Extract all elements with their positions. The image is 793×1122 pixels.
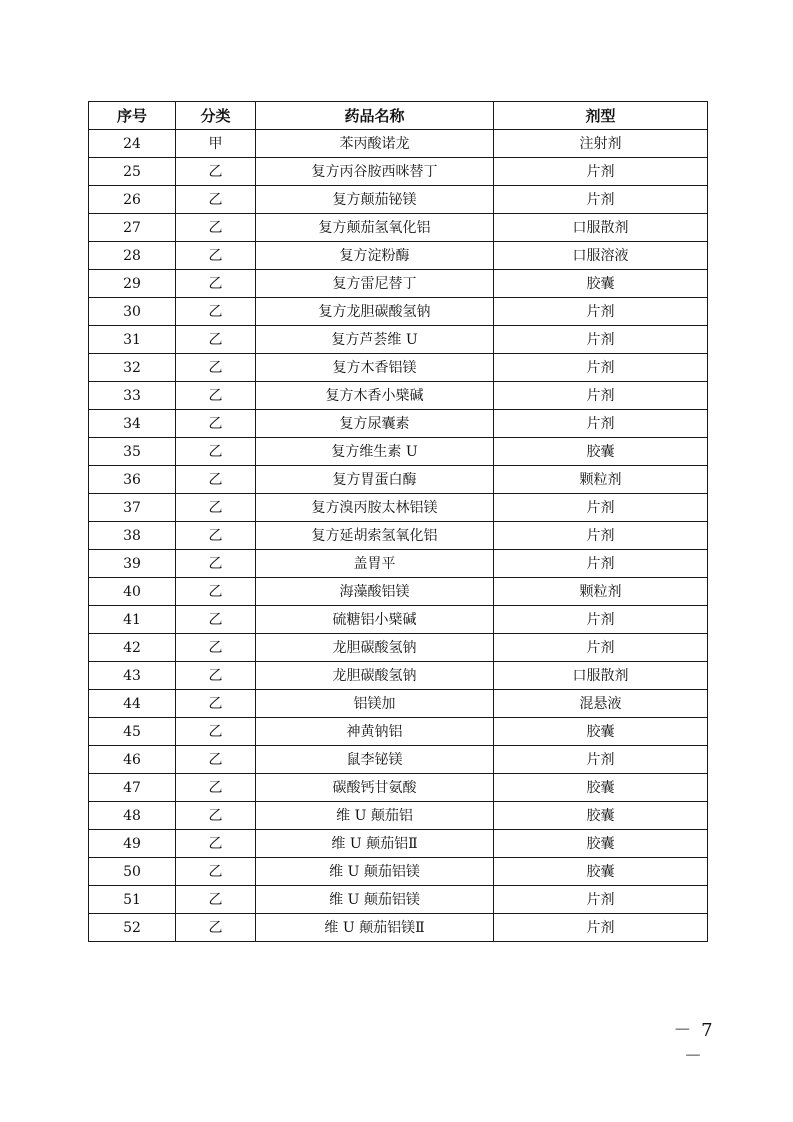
- table-row: [89, 270, 708, 298]
- cell-drug-name: 维 U 颠茄铝镁Ⅱ: [256, 914, 494, 942]
- cell-drug-name: 复方丙谷胺西咪替丁: [256, 158, 494, 186]
- header-category: 分类: [176, 102, 256, 130]
- cell-drug-name: 硫糖铝小檗碱: [256, 606, 494, 634]
- table-row: [89, 662, 708, 690]
- table-row: [89, 746, 708, 774]
- cell-seq: 37: [89, 494, 176, 522]
- cell-category: 乙: [176, 774, 256, 802]
- cell-category: 乙: [176, 886, 256, 914]
- cell-dosage-form: 片剂: [494, 410, 708, 438]
- cell-seq: 45: [89, 718, 176, 746]
- cell-category: 乙: [176, 242, 256, 270]
- cell-dosage-form: 颗粒剂: [494, 578, 708, 606]
- cell-drug-name: 盖胃平: [256, 550, 494, 578]
- table-row: [89, 298, 708, 326]
- cell-drug-name: 复方雷尼替丁: [256, 270, 494, 298]
- cell-drug-name: 复方颠茄铋镁: [256, 186, 494, 214]
- table-row: [89, 690, 708, 718]
- table-header-row: [89, 102, 708, 130]
- cell-seq: 46: [89, 746, 176, 774]
- cell-category: 乙: [176, 158, 256, 186]
- cell-seq: 32: [89, 354, 176, 382]
- table-row: [89, 214, 708, 242]
- cell-drug-name: 复方维生素 U: [256, 438, 494, 466]
- table-row: [89, 634, 708, 662]
- header-drug-name: 药品名称: [256, 102, 494, 130]
- cell-category: 甲: [176, 130, 256, 158]
- cell-dosage-form: 片剂: [494, 550, 708, 578]
- cell-dosage-form: 胶囊: [494, 774, 708, 802]
- cell-category: 乙: [176, 690, 256, 718]
- cell-dosage-form: 片剂: [494, 326, 708, 354]
- table-row: [89, 606, 708, 634]
- cell-category: 乙: [176, 662, 256, 690]
- cell-drug-name: 苯丙酸诺龙: [256, 130, 494, 158]
- cell-drug-name: 鼠李铋镁: [256, 746, 494, 774]
- cell-dosage-form: 片剂: [494, 382, 708, 410]
- cell-drug-name: 维 U 颠茄铝: [256, 802, 494, 830]
- cell-seq: 31: [89, 326, 176, 354]
- cell-drug-name: 维 U 颠茄铝镁: [256, 858, 494, 886]
- table-row: [89, 522, 708, 550]
- cell-drug-name: 维 U 颠茄铝镁: [256, 886, 494, 914]
- drug-table: [88, 101, 708, 942]
- cell-category: 乙: [176, 186, 256, 214]
- cell-seq: 48: [89, 802, 176, 830]
- cell-category: 乙: [176, 550, 256, 578]
- cell-category: 乙: [176, 718, 256, 746]
- cell-drug-name: 复方淀粉酶: [256, 242, 494, 270]
- cell-drug-name: 复方溴丙胺太林铝镁: [256, 494, 494, 522]
- cell-seq: 26: [89, 186, 176, 214]
- cell-seq: 52: [89, 914, 176, 942]
- table-row: [89, 774, 708, 802]
- cell-category: 乙: [176, 858, 256, 886]
- cell-dosage-form: 胶囊: [494, 438, 708, 466]
- cell-dosage-form: 片剂: [494, 494, 708, 522]
- table-row: [89, 718, 708, 746]
- table-row: [89, 886, 708, 914]
- table-row: [89, 466, 708, 494]
- cell-dosage-form: 口服散剂: [494, 662, 708, 690]
- cell-dosage-form: 注射剂: [494, 130, 708, 158]
- cell-seq: 51: [89, 886, 176, 914]
- cell-seq: 34: [89, 410, 176, 438]
- cell-dosage-form: 片剂: [494, 298, 708, 326]
- cell-dosage-form: 胶囊: [494, 802, 708, 830]
- table-row: [89, 914, 708, 942]
- table-row: [89, 410, 708, 438]
- cell-dosage-form: 胶囊: [494, 270, 708, 298]
- cell-seq: 27: [89, 214, 176, 242]
- cell-category: 乙: [176, 214, 256, 242]
- cell-category: 乙: [176, 326, 256, 354]
- cell-dosage-form: 片剂: [494, 746, 708, 774]
- cell-category: 乙: [176, 494, 256, 522]
- cell-seq: 25: [89, 158, 176, 186]
- cell-drug-name: 复方颠茄氢氧化铝: [256, 214, 494, 242]
- header-dosage-form: 剂型: [494, 102, 708, 130]
- cell-drug-name: 复方延胡索氢氧化铝: [256, 522, 494, 550]
- cell-seq: 44: [89, 690, 176, 718]
- cell-dosage-form: 片剂: [494, 634, 708, 662]
- table-body: [89, 130, 708, 942]
- cell-seq: 33: [89, 382, 176, 410]
- cell-seq: 29: [89, 270, 176, 298]
- cell-seq: 43: [89, 662, 176, 690]
- cell-seq: 36: [89, 466, 176, 494]
- cell-dosage-form: 口服溶液: [494, 242, 708, 270]
- cell-seq: 50: [89, 858, 176, 886]
- cell-category: 乙: [176, 578, 256, 606]
- table-row: [89, 578, 708, 606]
- cell-seq: 30: [89, 298, 176, 326]
- cell-drug-name: 神黄钠铝: [256, 718, 494, 746]
- cell-dosage-form: 口服散剂: [494, 214, 708, 242]
- cell-category: 乙: [176, 410, 256, 438]
- cell-category: 乙: [176, 830, 256, 858]
- cell-drug-name: 龙胆碳酸氢钠: [256, 634, 494, 662]
- cell-category: 乙: [176, 634, 256, 662]
- cell-seq: 49: [89, 830, 176, 858]
- table-row: [89, 438, 708, 466]
- cell-dosage-form: 片剂: [494, 522, 708, 550]
- cell-category: 乙: [176, 354, 256, 382]
- cell-dosage-form: 胶囊: [494, 718, 708, 746]
- cell-drug-name: 龙胆碳酸氢钠: [256, 662, 494, 690]
- table-row: [89, 858, 708, 886]
- cell-seq: 24: [89, 130, 176, 158]
- page-number: － 7 －: [673, 1020, 715, 1067]
- header-seq: 序号: [89, 102, 176, 130]
- cell-drug-name: 海藻酸铝镁: [256, 578, 494, 606]
- table-row: [89, 354, 708, 382]
- cell-category: 乙: [176, 746, 256, 774]
- cell-category: 乙: [176, 298, 256, 326]
- cell-seq: 28: [89, 242, 176, 270]
- cell-dosage-form: 片剂: [494, 186, 708, 214]
- cell-dosage-form: 胶囊: [494, 830, 708, 858]
- table-row: [89, 130, 708, 158]
- cell-category: 乙: [176, 270, 256, 298]
- cell-category: 乙: [176, 438, 256, 466]
- cell-drug-name: 复方芦荟维 U: [256, 326, 494, 354]
- cell-drug-name: 复方木香小檗碱: [256, 382, 494, 410]
- cell-seq: 35: [89, 438, 176, 466]
- table-row: [89, 242, 708, 270]
- table-row: [89, 158, 708, 186]
- cell-category: 乙: [176, 522, 256, 550]
- cell-seq: 47: [89, 774, 176, 802]
- cell-category: 乙: [176, 382, 256, 410]
- cell-seq: 40: [89, 578, 176, 606]
- cell-seq: 38: [89, 522, 176, 550]
- cell-drug-name: 铝镁加: [256, 690, 494, 718]
- table-row: [89, 830, 708, 858]
- table-row: [89, 326, 708, 354]
- table-row: [89, 494, 708, 522]
- cell-dosage-form: 片剂: [494, 158, 708, 186]
- cell-drug-name: 复方尿囊素: [256, 410, 494, 438]
- cell-seq: 39: [89, 550, 176, 578]
- cell-seq: 42: [89, 634, 176, 662]
- cell-dosage-form: 胶囊: [494, 858, 708, 886]
- cell-drug-name: 维 U 颠茄铝Ⅱ: [256, 830, 494, 858]
- cell-dosage-form: 片剂: [494, 354, 708, 382]
- cell-drug-name: 复方胃蛋白酶: [256, 466, 494, 494]
- table-row: [89, 550, 708, 578]
- cell-drug-name: 复方龙胆碳酸氢钠: [256, 298, 494, 326]
- cell-category: 乙: [176, 914, 256, 942]
- table-row: [89, 802, 708, 830]
- cell-dosage-form: 混悬液: [494, 690, 708, 718]
- cell-category: 乙: [176, 606, 256, 634]
- cell-seq: 41: [89, 606, 176, 634]
- cell-dosage-form: 片剂: [494, 886, 708, 914]
- table-row: [89, 186, 708, 214]
- cell-dosage-form: 片剂: [494, 606, 708, 634]
- table-row: [89, 382, 708, 410]
- cell-drug-name: 碳酸钙甘氨酸: [256, 774, 494, 802]
- cell-category: 乙: [176, 466, 256, 494]
- cell-dosage-form: 颗粒剂: [494, 466, 708, 494]
- cell-dosage-form: 片剂: [494, 914, 708, 942]
- cell-category: 乙: [176, 802, 256, 830]
- cell-drug-name: 复方木香铝镁: [256, 354, 494, 382]
